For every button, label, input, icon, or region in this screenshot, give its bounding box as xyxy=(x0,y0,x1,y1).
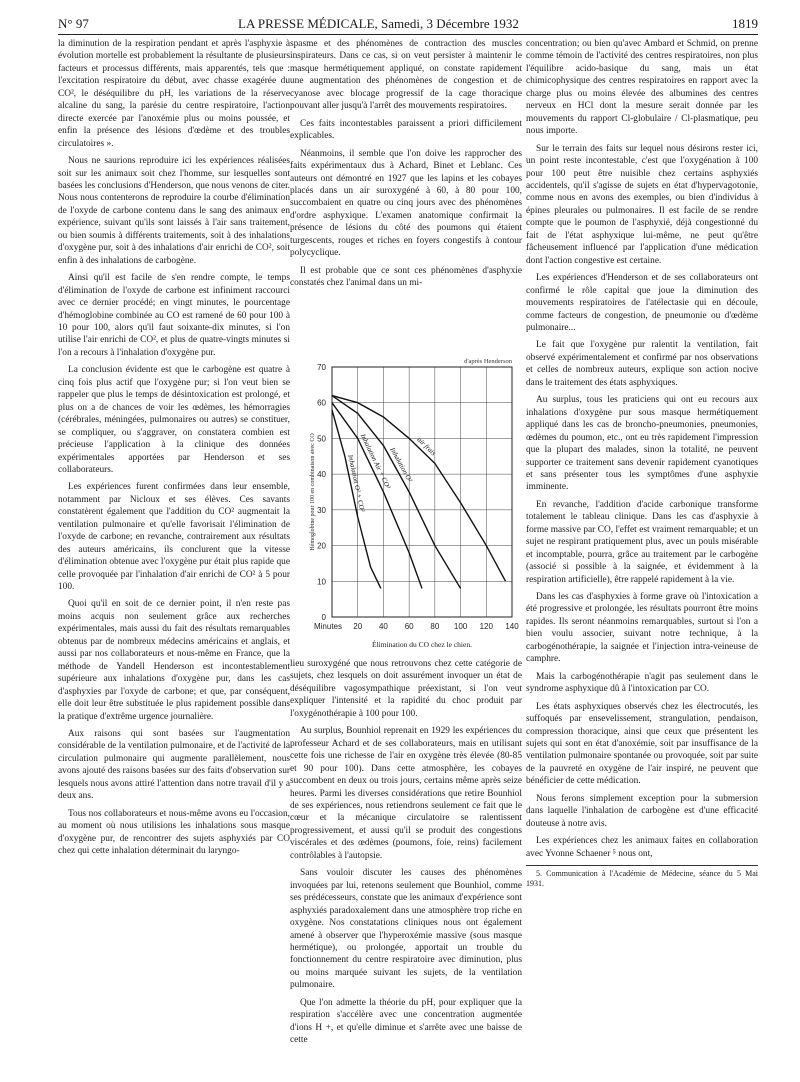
figure-caption: Élimination du CO chez le chien. xyxy=(372,640,472,649)
y-tick-label: 30 xyxy=(317,505,326,515)
series-line-3 xyxy=(332,403,422,589)
paragraph: Le fait que l'oxygène pur ralentit la ventilation, fait observé expérimentalement et confirmé par nos observations et celles de nombreux auteurs, explique son action nocive dans le traitement des états asphyxiques. xyxy=(526,340,758,388)
y-tick-label: 50 xyxy=(317,434,326,444)
paragraph: Les expériences d'Henderson et de ses collaborateurs ont confirmé le rôle capital que joue la diminution des mouvements respiratoires de l'atélectasie qui en découle, comme facteurs de congestion, de pneumonie ou d'œdème pulmonaire... xyxy=(526,273,758,333)
paragraph: Ainsi qu'il est facile de s'en rendre compte, le temps d'élimination de l'oxyde de carbone est infiniment raccourci avec ce dernier procédé; en vingt minutes, le pourcentage d'hémoglobine combinée au CO est ramené de 60 pour 100 à 10 pour 100, alors qu'il faut soixante-dix minutes, si l'on utilise l'air enrichi de CO², et plus de quatre-vingts minutes si l'on a recours à l'inhalation d'oxygène pur. xyxy=(58,273,290,358)
series-label-1: air frais xyxy=(415,435,438,458)
paragraph: Il est probable que ce sont ces phénomènes d'asphyxie constatés chez l'animal dans un mi- xyxy=(290,265,522,289)
co-elimination-chart xyxy=(290,355,522,655)
series-line-2 xyxy=(332,396,461,589)
x-tick-label: 140 xyxy=(505,622,519,631)
paragraph: Nous ne saurions reproduire ici les expériences réalisées soit sur les animaux soit chez l'homme, sur lesquelles sont basées les conclusions d'Henderson, que nous venons de citer. Nous nous contenterons de reproduire la courbe d'élimination de l'oxyde de carbone contenu dans le sang des animaux en expérience, suivant qu'ils sont laissés à l'air sans traitement, ou bien soumis à différents traitements, soit à des inhalations d'oxygène pur, soit à des inhalations d'air enrichi de CO², soit enfin à des inhalations de carbogène. xyxy=(58,156,290,266)
paragraph: Sur le terrain des faits sur lequel nous désirons rester ici, un point reste incontestable, c'est que l'oxygénation à 100 pour 100 peut être nuisible chez certains asphyxiés accidentels, qu'il s'agisse de sujets en état d'hypervagotonie, comme nous en avons des exemples, ou bien d'individus à épines pleurales ou pulmonaires. Il est facile de se rendre compte que le poumon de l'asphyxié, déjà congestionné du fait de l'état asphyxique lui-même, ne peut qu'être fâcheusement influencé par l'application d'une médication dont l'action congestive est certaine. xyxy=(526,143,758,266)
y-tick-label: 40 xyxy=(317,470,326,480)
y-tick-label: 0 xyxy=(321,613,326,622)
y-tick-label: 60 xyxy=(317,398,326,408)
figure-credit: d'après Henderson xyxy=(464,358,512,365)
paragraph: Au surplus, Bounhiol reprenait en 1929 les expériences du professeur Achard et de ses collaborateurs, mais en utilisant cette fois une richesse de l'air en oxygène très élevée (80-85 et 90 pour 100). Dans cette atmosphère, les cobayes succombent en deux ou trois jours, certains même après seize heures. Parmi les diverses considérations que retire Bounhiol de ses expériences, nous retiendrons seulement ce fait que le cœur et la mécanique circulatoire se ralentissent progressivement, et aussi qu'il se produit des congestions viscérales et des œdèmes (poumons, foie, reins) facilement contrôlables à l'autopsie. xyxy=(290,726,522,861)
paragraph: Tous nos collaborateurs et nous-même avons eu l'occasion, au moment où nous utilisions les inhalations sous masque d'oxygène pur, de rencontrer des sujets asphyxiés par CO chez qui cette inhalation déterminait du laryngo- xyxy=(58,808,290,857)
paragraph: la diminution de la respiration pendant et après l'asphyxie à évolution mortelle est probablement la résultante de plusieurs facteurs et processus différents, mais apparentés, tels que : l'excitation respiratoire du début, avec chasse exagérée du CO², le déséquilibre du pH, les variations de la réserve alcaline du sang, la parésie du centre respiratoire, l'action directe exercée par l'anoxémie plus ou moins poussée, et enfin la présence des lésions d'œdème et des troubles circulatoires ». xyxy=(58,39,290,149)
paragraph: Les expériences chez les animaux faites en collaboration avec Yvonne Schaener ⁵ nous ont, xyxy=(526,836,758,859)
page-number: 1819 xyxy=(732,16,758,31)
y-tick-label: 10 xyxy=(317,577,326,587)
paragraph: Les états asphyxiques observés chez les électrocutés, les suffoqués par ensevelissement, strangulation, pendaison, compression thoracique, ainsi que ceux que présentent les sujets qui sont en état d'anoxémie, soit par insuffisance de la ventilation pulmonaire spontanée ou provoquée, soit par suite de la pauvreté en oxygène de l'air inspiré, ne peuvent que bénéficier de cette médication. xyxy=(526,701,758,787)
y-axis-label: Hémoglobine pour 100 en combinaison avec CO xyxy=(310,433,316,551)
paragraph: Mais la carbogénothérapie n'agit pas seulement dans le syndrome asphyxique dû à l'intoxication par CO. xyxy=(526,671,758,695)
paragraph: Nous ferons simplement exception pour la submersion dans laquelle l'inhalation de carbogène est d'une efficacité douteuse à notre avis. xyxy=(526,793,758,829)
paragraph: Que l'on admette la théorie du pH, pour expliquer que la respiration s'accélère avec une concentration augmentée d'ions H +, et qu'elle diminue et s'arrête avec une baisse de cette xyxy=(290,997,522,1046)
paragraph: La conclusion évidente est que le carbogène est quatre à cinq fois plus actif que l'oxygène pur; si l'on veut bien se rappeler que plus le temps de désintoxication est prolongé, et plus on a de chances de voir les œdèmes, les hémorragies (cérébrales, méningées, pulmonaires ou autres) se constituer, se compliquer, ou s'aggraver, on constatera combien est précieuse l'application à la clinique des données expérimentales apportées par Henderson et ses collaborateurs. xyxy=(58,365,290,475)
x-tick-label: 40 xyxy=(378,622,388,631)
series-label-4: Inhalation O² + CO² xyxy=(346,453,367,513)
paragraph: spasme et des phénomènes de contraction des muscles inspirateurs. Dans ce cas, si on veut persister à maintenir le masque hermétiquement appliqué, on constate rapidement une augmentation des phénomènes de congestion et de cyanose avec blocage progressif de la cage thoracique pouvant aller jusqu'à l'arrêt des mouvements respiratoires. xyxy=(290,39,522,112)
paragraph: Les expériences furent confirmées dans leur ensemble, notamment par Nicloux et ses élèves. Ces savants constatèrent également que l'addition du CO² augmentait la ventilation pulmonaire et qu'elle favorisait l'élimination de l'oxyde de carbone; en revanche, contrairement aux résultats des auteurs américains, ils conclurent que la vitesse d'élimination obtenue avec l'oxygène pur était plus rapide que celle provoquée par l'inhalation d'air enrichi de CO² à 5 pour 100. xyxy=(58,482,290,593)
paragraph: Ces faits incontestables paraissent a priori difficilement explicables. xyxy=(290,118,522,142)
footnote: 5. Communication à l'Académie de Médecine, séance du 5 Mai 1931. xyxy=(526,865,758,889)
issue-number: N° 97 xyxy=(58,16,89,31)
y-tick-label: 70 xyxy=(317,363,326,372)
x-tick-label: Minutes xyxy=(313,622,343,631)
paragraph: Aux raisons qui sont basées sur l'augmentation considérable de la ventilation pulmonaire, et de l'activité de la circulation pulmonaire qui augmente parallèlement, nous avons ajouté des raisons basées sur des faits d'observation sur lesquels nous avons attiré l'attention dans notre travail d'il y a deux ans. xyxy=(58,729,290,802)
paragraph: concentration; ou bien qu'avec Ambard et Schmid, on prenne comme témoin de l'activité des centres respiratoires, non plus l'équilibre acido-basique du sang, mais un état chimicophysique des centres respiratoires en rapport avec la charge plus ou moins élevée des albumines des centres nerveux en HCl dont la mesure serait donnée par les mouvements du rapport Cl-globulaire / Cl-plasmatique, peu nous importe. xyxy=(526,39,758,137)
y-tick-label: 20 xyxy=(317,541,326,551)
figure xyxy=(290,355,522,655)
series-label-3: Inhalation Air + CO² xyxy=(358,432,392,491)
column-right xyxy=(526,38,758,1068)
paragraph: Au surplus, tous les praticiens qui ont eu recours aux inhalations d'oxygène pur sous masque hermétiquement appliqué dans les cas de broncho-pneumonies, pneumonies, œdèmes du poumon, etc., ont eu très rapidement l'impression que la plupart des malades, sinon la totalité, ne peuvent supporter ce traitement sans devenir rapidement cyanotiques et sans présenter tous les symptômes d'une asphyxie imminente. xyxy=(526,395,758,493)
column-middle-bottom xyxy=(290,658,522,1068)
paragraph: Sans vouloir discuter les causes des phénomènes invoquées par lui, retenons seulement que Bounhiol, comme ses prédécesseurs, constate que les animaux d'expérience sont asphyxiés paradoxalement dans une atmosphère trop riche en oxygène. Nos constatations cliniques nous ont également amené à observer que l'hyperoxémie massive (sous masque hermétique), ou prolongée, apportait un trouble du fonctionnement du centre respiratoire avec diminution, plus ou moins marquée suivant les sujets, de la ventilation pulmonaire. xyxy=(290,868,522,991)
journal-title: LA PRESSE MÉDICALE, Samedi, 3 Décembre 1932 xyxy=(238,16,519,31)
paragraph: lieu suroxygéné que nous retrouvons chez cette catégorie de sujets, chez lesquels on doit assurément invoquer un état de déséquilibre vagosympathique préexistant, si l'on veut expliquer l'intensité et la rapidité du choc produit par l'oxygénothérapie à 100 pour 100. xyxy=(290,659,522,719)
paragraph: Dans les cas d'asphyxies à forme grave où l'intoxication a été progressive et prolongée, les résultats pourront être moins rapides. Ils seront néanmoins remarquables, surtout si l'on a bien voulu associer, suivant notre technique, à la carbogénothérapie, la saignée et l'injection intra-veineuse de camphre. xyxy=(526,592,758,665)
paragraph: En revanche, l'addition d'acide carbonique transforme totalement le tableau clinique. Dans les cas d'asphyxie à forme massive par CO, l'effet est vraiment remarquable; et un sujet ne respirant pratiquement plus, avec un pouls misérable et incomptable, pourra, grâce au traitement par le carbogène (associé si possible à la saignée, et évidemment à la respiration artificielle), être rappelé rapidement à la vie. xyxy=(526,499,758,585)
x-tick-label: 80 xyxy=(430,622,440,631)
x-tick-label: 60 xyxy=(404,622,414,631)
column-left xyxy=(58,38,290,1068)
x-tick-label: 20 xyxy=(353,622,363,631)
paragraph: Quoi qu'il en soit de ce dernier point, il n'en reste pas moins acquis non seulement grâce aux recherches expérimentales, mais aussi du fait des résultats remarquables obtenus par de nombreux médecins américains et anglais, et aussi par nos collaborateurs et nous-même en France, que la méthode de Yandell Henderson est incontestablement supérieure aux inhalations d'oxygène pur, dans les cas d'asphyxies par l'oxyde de carbone; et que, par conséquent, elle doit leur être substituée le plus rapidement possible dans la pratique d'extrême urgence journalière. xyxy=(58,599,290,722)
column-middle-top xyxy=(290,38,522,366)
series-label-2: Inhalation O² xyxy=(388,446,414,484)
paragraph: Néanmoins, il semble que l'on doive les rapprocher des faits expérimentaux dus à Achard, Binet et Leblanc. Ces auteurs ont démontré en 1927 que les lapins et les cobayes placés dans un air suroxygéné à 60, à 80 pour 100, succombaient en quatre ou cinq jours avec des phénomènes d'ordre asphyxique. L'examen anatomique confirmait la présence de lésions du côté des poumons qui étaient turgescents, rouges et riches en foyers congestifs à contour polycyclique. xyxy=(290,148,522,259)
x-tick-label: 100 xyxy=(453,622,468,631)
page-header xyxy=(58,10,758,35)
x-tick-label: 120 xyxy=(479,622,493,631)
